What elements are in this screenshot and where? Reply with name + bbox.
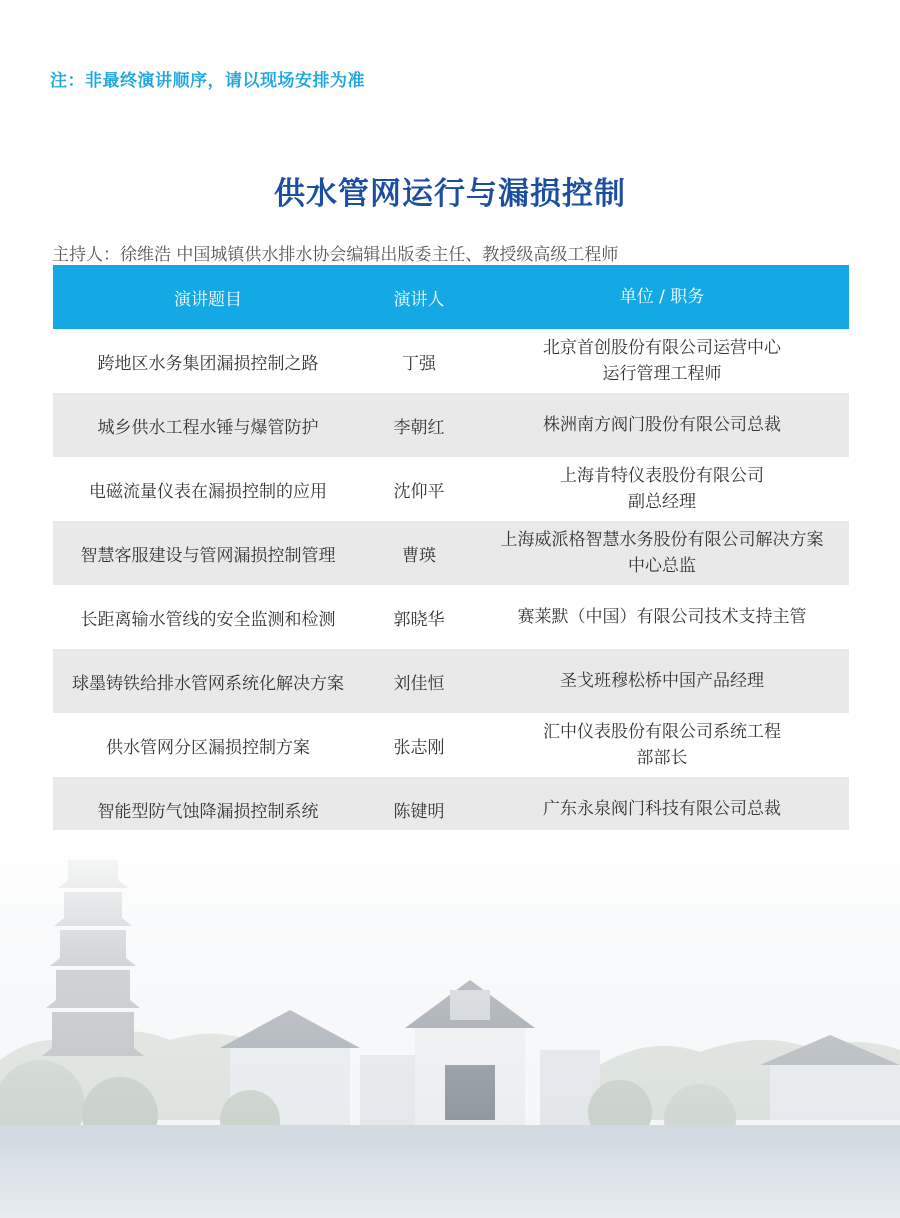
talk-topic: 智能型防气蚀降漏损控制系统 <box>97 801 319 822</box>
org-line: 运行管理工程师 <box>602 364 722 384</box>
session-title: 供水管网运行与漏损控制 <box>274 176 626 212</box>
speaker-name: 沈仰平 <box>393 481 445 502</box>
org-line: 中心总监 <box>628 556 696 576</box>
speaker-org <box>475 335 849 387</box>
org-line: 部部长 <box>636 748 688 768</box>
talk-topic: 长距离输水管线的安全监测和检测 <box>80 609 336 630</box>
table-row <box>53 521 849 585</box>
org-line: 圣戈班穆松桥中国产品经理 <box>560 671 764 691</box>
speaker-name: 张志刚 <box>393 737 445 758</box>
table-row <box>53 457 849 521</box>
org-line: 广东永泉阀门科技有限公司总裁 <box>543 799 781 819</box>
talk-topic: 跨地区水务集团漏损控制之路 <box>97 353 319 374</box>
scenery-illustration <box>0 830 900 1218</box>
talk-topic: 电磁流量仪表在漏损控制的应用 <box>89 481 327 502</box>
speaker-org <box>475 527 849 579</box>
org-line: 汇中仪表股份有限公司系统工程 <box>543 722 781 742</box>
talk-topic: 球墨铸铁给排水管网系统化解决方案 <box>72 673 344 694</box>
session-host: 主持人：徐维浩 中国城镇供水排水协会编辑出版委主任、教授级高级工程师 <box>52 245 619 265</box>
speaker-org <box>475 796 849 822</box>
header-org: 单位 / 职务 <box>619 287 705 307</box>
table-row <box>53 649 849 713</box>
speaker-org <box>475 463 849 515</box>
org-line: 上海肯特仪表股份有限公司 <box>560 466 764 486</box>
header-topic: 演讲题目 <box>174 289 242 310</box>
speaker-name: 郭晓华 <box>393 609 445 630</box>
speaker-name: 曹瑛 <box>402 545 436 566</box>
talk-topic: 城乡供水工程水锤与爆管防护 <box>97 417 319 438</box>
org-line: 副总经理 <box>628 492 696 512</box>
org-line: 北京首创股份有限公司运营中心 <box>543 338 781 358</box>
speaker-name: 李朝红 <box>393 417 445 438</box>
speaker-org <box>475 668 849 694</box>
table-row <box>53 585 849 649</box>
schedule-note: 注：非最终演讲顺序，请以现场安排为准 <box>50 71 365 91</box>
speaker-name: 陈键明 <box>393 801 445 822</box>
header-speaker: 演讲人 <box>393 289 445 310</box>
speaker-org <box>475 719 849 771</box>
table-row <box>53 329 849 393</box>
speaker-name: 丁强 <box>402 353 436 374</box>
table-row <box>53 393 849 457</box>
schedule-table <box>53 265 849 841</box>
table-header <box>53 265 849 329</box>
org-line: 株洲南方阀门股份有限公司总裁 <box>543 415 781 435</box>
talk-topic: 供水管网分区漏损控制方案 <box>106 737 310 758</box>
org-line: 上海威派格智慧水务股份有限公司解决方案 <box>500 530 824 550</box>
talk-topic: 智慧客服建设与管网漏损控制管理 <box>80 545 336 566</box>
speaker-org <box>475 412 849 438</box>
speaker-name: 刘佳恒 <box>393 673 445 694</box>
table-row <box>53 713 849 777</box>
speaker-org <box>475 604 849 630</box>
org-line: 赛莱默（中国）有限公司技术支持主管 <box>517 607 807 627</box>
